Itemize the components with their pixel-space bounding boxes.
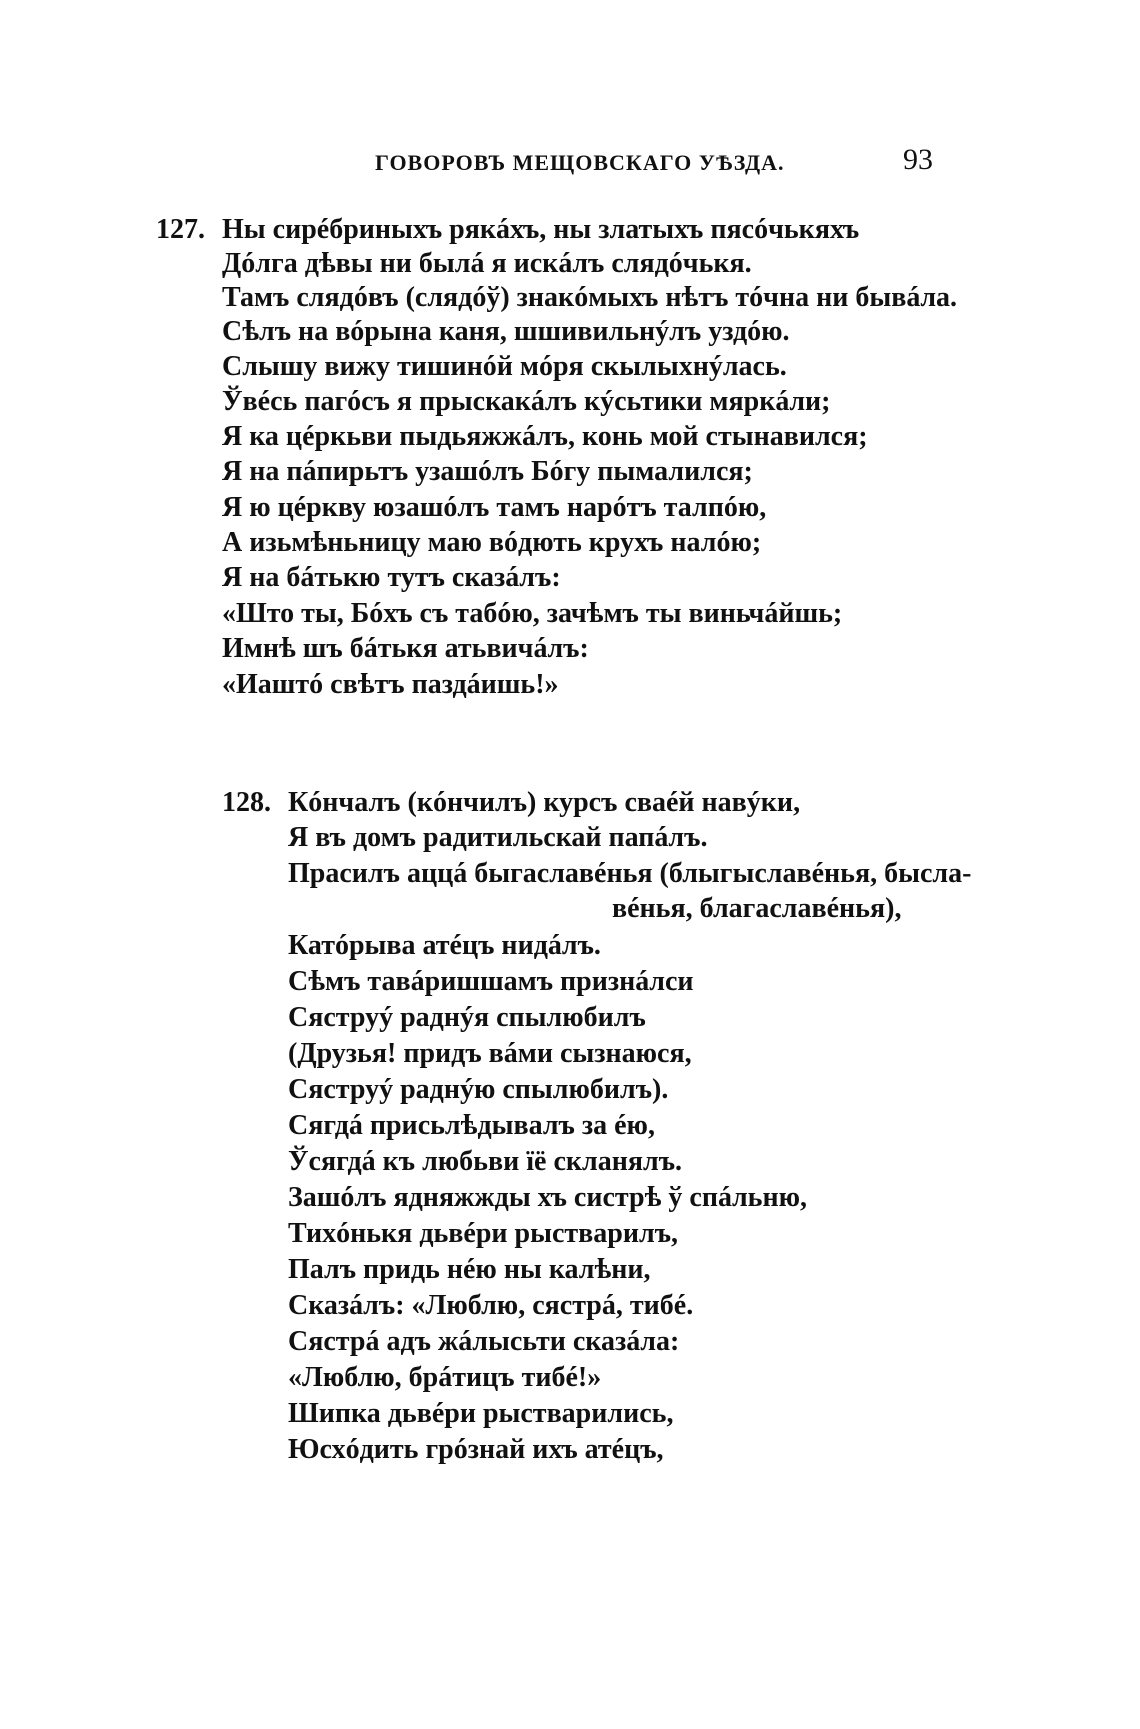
page-number: 93 [903, 143, 933, 176]
verse-line: Слышу вижу тишинóй мóря скылыхнýлась. [222, 351, 787, 382]
verse-line: Зашóлъ ядняжжды хъ систрѣ ў спáльню, [288, 1182, 807, 1213]
verse-line: Дóлга дѣвы ни былá я искáлъ слядóчькя. [222, 248, 752, 279]
verse-line: Ўсягдá къ любьви їё скланялъ. [288, 1146, 683, 1177]
verse-line: Юсхóдить грóзнай ихъ атéцъ, [288, 1434, 664, 1465]
verse-line: Сяструý раднýю спылюбилъ). [288, 1074, 669, 1105]
verse-number: 128. [222, 787, 271, 818]
verse-line: Тихóнькя дьвéри рыстварилъ, [288, 1218, 679, 1249]
verse-line: Тамъ слядóвъ (слядóў) знакóмыхъ нѣтъ тóчна ни бывáла. [222, 282, 958, 313]
verse-line: (Друзья! придъ вáми сызнаюся, [288, 1038, 692, 1069]
verse-line: «Што ты, Бóхъ съ табóю, зачѣмъ ты виньчáйшь; [222, 598, 843, 629]
verse-line: Катóрыва атéцъ нидáлъ. [288, 930, 601, 961]
verse-line: Сѣмъ тавáришшамъ признáлси [288, 966, 694, 997]
verse-line: Я въ домъ радитильскай папáлъ. [288, 822, 708, 853]
verse-line: Шипка дьвéри рыстварились, [288, 1398, 674, 1429]
verse-line: Ны сирéбриныхъ рякáхъ, ны златыхъ пясóчькяхъ [222, 214, 860, 245]
verse-line: «Иаштó свѣтъ паздáишь!» [222, 669, 559, 700]
verse-line: Сяструý раднýя спылюбилъ [288, 1002, 646, 1033]
verse-line-continuation: вéнья, благаславéнья), [612, 893, 902, 924]
verse-line: А изьмѣньницу маю вóдють крухъ налóю; [222, 527, 762, 558]
verse-line: Ўвéсь пагóсъ я прыскакáлъ кýсьтики мяркáли; [222, 386, 831, 417]
verse-line: Имнѣ шъ бáтькя атьвичáлъ: [222, 633, 589, 664]
verse-line: Сястрá адъ жáлысьти сказáла: [288, 1326, 680, 1357]
verse-line: Я ка цéркьви пыдьяжжáлъ, конь мой стынавился; [222, 421, 868, 452]
running-head: ГОВОРОВЪ МЕЩОВСКАГО УѢЗДА. [375, 150, 785, 175]
verse-line: Палъ придь нéю ны калѣни, [288, 1254, 651, 1285]
verse-line: Я на бáтькю тутъ сказáлъ: [222, 562, 561, 593]
verse-line: Сягдá присьлѣдывалъ за éю, [288, 1110, 655, 1141]
verse-line: Я на пáпирьтъ узашóлъ Бóгу пымалился; [222, 456, 753, 487]
verse-line: Сѣлъ на вóрына каня, шшивильнýлъ уздóю. [222, 316, 790, 347]
verse-number: 127. [156, 214, 205, 245]
verse-line: Кóнчалъ (кóнчилъ) курсъ свaéй навýки, [288, 787, 801, 818]
verse-line: «Люблю, брáтицъ тибé!» [288, 1362, 602, 1393]
verse-line: Я ю цéркву юзашóлъ тамъ нарóтъ талпóю, [222, 492, 767, 523]
verse-line: Прасилъ аццá быгаславéнья (блыгыславéнья, бысла- [288, 858, 972, 889]
verse-line: Сказáлъ: «Люблю, сястрá, тибé. [288, 1290, 694, 1321]
